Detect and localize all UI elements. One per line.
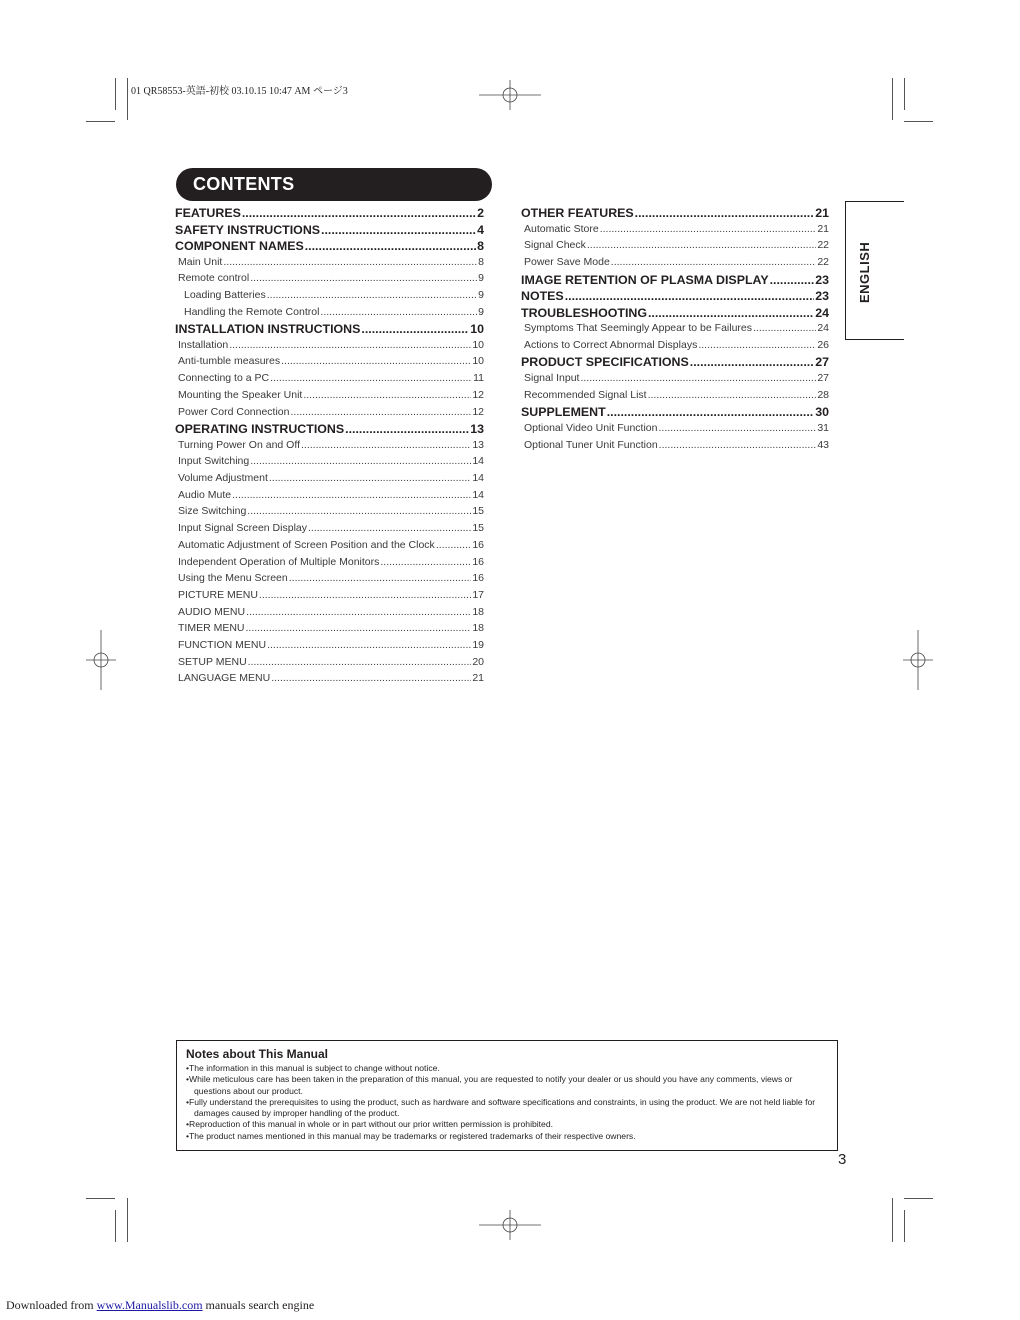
toc-entry-page: 9: [478, 305, 484, 318]
toc-entry-title: FEATURES: [175, 206, 241, 220]
toc-leader-dots: [690, 355, 814, 369]
toc-entry-title: PRODUCT SPECIFICATIONS: [521, 355, 689, 370]
toc-entry-page: 9: [478, 288, 484, 301]
toc-entry-title: Optional Video Unit Function: [524, 421, 658, 434]
crop-mark: [904, 1210, 905, 1242]
toc-entry-page: 21: [817, 222, 829, 235]
toc-entry-page: 30: [815, 405, 829, 420]
toc-entry-title: Actions to Correct Abnormal Displays: [524, 338, 698, 351]
toc-leader-dots: [648, 306, 814, 320]
toc-entry-page: 43: [817, 438, 829, 451]
toc-entry-page: 15: [472, 522, 484, 535]
toc-entry[interactable]: [175, 339, 484, 356]
toc-leader-dots: [658, 422, 816, 434]
toc-leader-dots: [321, 223, 476, 237]
toc-leader-dots: [301, 439, 471, 451]
crop-mark: [86, 121, 115, 122]
toc-leader-dots: [290, 406, 471, 418]
toc-leader-dots: [436, 539, 472, 551]
notes-item: • While meticulous care has been taken in the preparation of this manual, you are requested to notify your dealer or us should you have any comments, views or questions about our product.: [186, 1074, 828, 1097]
toc-entry-page: 13: [472, 438, 484, 451]
toc-entry[interactable]: [175, 389, 484, 406]
toc-entry-title: INSTALLATION INSTRUCTIONS: [175, 322, 361, 337]
toc-leader-dots: [246, 606, 471, 618]
toc-leader-dots: [250, 455, 471, 467]
toc-entry-page: 22: [817, 255, 829, 268]
toc-leader-dots: [269, 472, 471, 484]
toc-entry[interactable]: [175, 472, 484, 489]
print-slug: 01 QR58553-英語-初校 03.10.15 10:47 AM ページ3: [131, 86, 348, 97]
toc-leader-dots: [223, 256, 477, 268]
toc-entry-page: 14: [472, 488, 484, 501]
notes-item: • The product names mentioned in this manual may be trademarks or registered trademarks of their respective owners.: [186, 1131, 828, 1142]
toc-leader-dots: [580, 372, 816, 384]
toc-entry-title: Loading Batteries: [184, 288, 266, 301]
toc-entry-title: Symptoms That Seemingly Appear to be Failures: [524, 322, 753, 335]
crop-mark: [904, 78, 905, 110]
toc-entry-page: 23: [815, 272, 829, 287]
toc-entry[interactable]: [175, 455, 484, 472]
toc-entry[interactable]: [521, 206, 829, 223]
toc-entry[interactable]: [175, 206, 484, 223]
toc-entry-page: 9: [478, 272, 484, 285]
toc-entry-page: 16: [472, 555, 484, 568]
toc-entry-title: FUNCTION MENU: [178, 638, 267, 651]
toc-entry-page: 12: [472, 388, 484, 401]
toc-entry[interactable]: [175, 505, 484, 522]
toc-leader-dots: [267, 639, 471, 651]
manualslib-link[interactable]: www.Manualslib.com: [96, 1298, 203, 1312]
toc-entry[interactable]: [521, 256, 829, 273]
toc-entry-title: TROUBLESHOOTING: [521, 305, 647, 320]
toc-entry-page: 27: [815, 355, 829, 370]
registration-mark-icon: [86, 630, 116, 690]
toc-entry[interactable]: [175, 522, 484, 539]
crop-mark: [115, 78, 116, 110]
registration-mark-icon: [479, 80, 541, 110]
toc-entry[interactable]: [521, 306, 829, 323]
toc-leader-dots: [587, 239, 816, 251]
toc-entry-page: 15: [472, 505, 484, 518]
toc-leader-dots: [635, 206, 815, 220]
toc-entry[interactable]: [175, 223, 484, 240]
crop-mark: [115, 1210, 116, 1242]
toc-entry-title: Independent Operation of Multiple Monitors: [178, 555, 380, 568]
toc-entry-title: Using the Menu Screen: [178, 572, 288, 585]
notes-title: Notes about This Manual: [186, 1047, 329, 1061]
registration-mark-icon: [903, 630, 933, 690]
toc-entry-page: 10: [470, 322, 484, 337]
toc-entry-title: Anti-tumble measures: [178, 355, 281, 368]
toc-entry[interactable]: [175, 589, 484, 606]
toc-entry-title: NOTES: [521, 289, 564, 304]
toc-entry-page: 20: [472, 655, 484, 668]
toc-entry-page: 8: [477, 239, 484, 253]
toc-entry-page: 4: [477, 222, 484, 237]
toc-entry-page: 10: [472, 355, 484, 368]
toc-entry-title: Volume Adjustment: [178, 472, 268, 485]
toc-entry-title: Automatic Store: [524, 222, 599, 235]
footer-suffix: manuals search engine: [202, 1298, 315, 1312]
toc-leader-dots: [267, 289, 477, 301]
toc-entry[interactable]: [175, 639, 484, 656]
toc-entry-title: Input Signal Screen Display: [178, 522, 307, 535]
toc-leader-dots: [611, 256, 817, 268]
toc-entry-title: Audio Mute: [178, 488, 232, 501]
page-number: 3: [838, 1151, 847, 1168]
toc-entry-page: 19: [472, 638, 484, 651]
toc-entry[interactable]: [521, 405, 829, 422]
toc-entry[interactable]: [175, 306, 484, 323]
toc-leader-dots: [698, 339, 816, 351]
toc-entry[interactable]: [175, 355, 484, 372]
toc-entry-title: PICTURE MENU: [178, 588, 258, 601]
toc-right-column: [521, 206, 829, 455]
toc-entry[interactable]: [175, 322, 484, 339]
toc-entry[interactable]: [175, 656, 484, 673]
toc-entry-title: Connecting to a PC: [178, 372, 270, 385]
toc-leader-dots: [281, 355, 471, 367]
toc-entry[interactable]: [521, 273, 829, 290]
toc-entry-page: 11: [473, 372, 484, 385]
toc-entry[interactable]: [175, 272, 484, 289]
toc-entry-title: Mounting the Speaker Unit: [178, 388, 303, 401]
toc-entry[interactable]: [521, 223, 829, 240]
toc-leader-dots: [259, 589, 471, 601]
crop-mark: [892, 78, 893, 120]
crop-mark: [904, 1198, 933, 1199]
toc-leader-dots: [229, 339, 471, 351]
toc-entry-page: 13: [470, 422, 484, 437]
toc-leader-dots: [380, 556, 471, 568]
toc-entry-page: 21: [472, 672, 484, 685]
toc-entry-title: Power Save Mode: [524, 255, 610, 268]
toc-entry-title: SAFETY INSTRUCTIONS: [175, 222, 321, 237]
toc-entry-title: Automatic Adjustment of Screen Position and the Clock: [178, 538, 435, 551]
toc-entry[interactable]: [521, 289, 829, 306]
toc-leader-dots: [607, 405, 815, 419]
toc-entry[interactable]: [521, 239, 829, 256]
toc-entry-title: OTHER FEATURES: [521, 206, 634, 220]
notes-item: • The information in this manual is subject to change without notice.: [186, 1063, 828, 1074]
toc-entry[interactable]: [521, 389, 829, 406]
registration-mark-icon: [479, 1210, 541, 1240]
toc-entry-page: 21: [815, 206, 829, 220]
toc-leader-dots: [289, 572, 472, 584]
toc-entry[interactable]: [175, 572, 484, 589]
toc-entry[interactable]: [175, 622, 484, 639]
toc-entry-page: 14: [472, 472, 484, 485]
toc-entry-title: Handling the Remote Control: [184, 305, 320, 318]
notes-item: • Fully understand the prerequisites to using the product, such as hardware and software specifications and constraints, in using the product. We are not held liable for damages caused by improper handling of the product.: [186, 1097, 828, 1120]
toc-entry[interactable]: [521, 439, 829, 456]
toc-leader-dots: [320, 306, 477, 318]
toc-entry-title: OPERATING INSTRUCTIONS: [175, 422, 345, 437]
toc-entry-title: Main Unit: [178, 255, 223, 268]
toc-leader-dots: [565, 289, 815, 303]
toc-entry-page: 24: [817, 322, 829, 335]
toc-entry-title: LANGUAGE MENU: [178, 672, 271, 685]
toc-entry[interactable]: [175, 556, 484, 573]
notes-box: [176, 1040, 838, 1151]
toc-entry-title: Optional Tuner Unit Function: [524, 438, 658, 451]
toc-leader-dots: [232, 489, 471, 501]
toc-entry[interactable]: [175, 539, 484, 556]
language-tab-label: ENGLISH: [857, 241, 872, 303]
toc-entry-page: 16: [472, 572, 484, 585]
crop-mark: [892, 1198, 893, 1242]
toc-entry[interactable]: [521, 339, 829, 356]
page-title: CONTENTS: [193, 174, 295, 194]
toc-entry-page: 14: [472, 455, 484, 468]
toc-leader-dots: [345, 422, 469, 436]
download-footer: [6, 1298, 314, 1313]
toc-entry[interactable]: [175, 489, 484, 506]
toc-entry-page: 18: [472, 605, 484, 618]
toc-entry[interactable]: [175, 256, 484, 273]
notes-list: [186, 1063, 828, 1142]
toc-leader-dots: [271, 672, 471, 684]
toc-entry-title: Installation: [178, 338, 229, 351]
toc-leader-dots: [308, 522, 471, 534]
toc-entry-title: SUPPLEMENT: [521, 405, 606, 420]
toc-leader-dots: [248, 656, 472, 668]
toc-entry-title: Input Switching: [178, 455, 250, 468]
toc-entry-page: 10: [472, 338, 484, 351]
toc-entry[interactable]: [175, 406, 484, 423]
toc-leader-dots: [770, 273, 815, 287]
toc-entry[interactable]: [175, 372, 484, 389]
toc-entry-page: 22: [817, 239, 829, 252]
toc-leader-dots: [250, 272, 477, 284]
toc-entry[interactable]: [175, 672, 484, 689]
toc-leader-dots: [305, 239, 476, 253]
toc-entry-page: 27: [817, 371, 829, 384]
toc-entry-page: 31: [817, 421, 829, 434]
toc-left-column: [175, 206, 484, 689]
toc-entry-page: 18: [472, 622, 484, 635]
toc-entry-title: Remote control: [178, 272, 250, 285]
toc-leader-dots: [270, 372, 472, 384]
toc-entry[interactable]: [521, 422, 829, 439]
toc-leader-dots: [246, 622, 472, 634]
toc-entry-page: 26: [817, 338, 829, 351]
toc-entry-title: AUDIO MENU: [178, 605, 246, 618]
toc-entry-page: 28: [817, 388, 829, 401]
toc-entry-title: TIMER MENU: [178, 622, 245, 635]
toc-entry[interactable]: [521, 372, 829, 389]
toc-entry[interactable]: [521, 355, 829, 372]
toc-entry[interactable]: [521, 322, 829, 339]
toc-leader-dots: [303, 389, 471, 401]
toc-entry-page: 17: [472, 588, 484, 601]
toc-entry-title: Power Cord Connection: [178, 405, 290, 418]
toc-entry-page: 16: [472, 538, 484, 551]
toc-entry-title: Signal Check: [524, 239, 586, 252]
toc-entry-title: IMAGE RETENTION OF PLASMA DISPLAY: [521, 272, 769, 287]
language-tab: [845, 201, 904, 340]
toc-entry-page: 23: [815, 289, 829, 304]
toc-entry-title: Turning Power On and Off: [178, 438, 300, 451]
toc-entry-page: 24: [815, 305, 829, 320]
toc-entry[interactable]: [175, 439, 484, 456]
crop-mark: [127, 1198, 128, 1242]
toc-leader-dots: [648, 389, 817, 401]
toc-entry-title: Size Switching: [178, 505, 247, 518]
toc-leader-dots: [361, 322, 469, 336]
crop-mark: [127, 78, 128, 120]
toc-entry-page: 8: [478, 255, 484, 268]
toc-entry[interactable]: [175, 289, 484, 306]
toc-entry-page: 2: [477, 206, 484, 220]
toc-entry-page: 12: [472, 405, 484, 418]
crop-mark: [904, 121, 933, 122]
toc-entry-title: Recommended Signal List: [524, 388, 647, 401]
toc-entry[interactable]: [175, 422, 484, 439]
toc-entry-title: Signal Input: [524, 371, 580, 384]
toc-entry[interactable]: [175, 606, 484, 623]
toc-entry[interactable]: [175, 239, 484, 256]
toc-leader-dots: [247, 505, 471, 517]
toc-entry-title: COMPONENT NAMES: [175, 239, 304, 253]
notes-item: • Reproduction of this manual in whole or in part without our prior written permission is prohibited.: [186, 1119, 828, 1130]
toc-leader-dots: [659, 439, 817, 451]
toc-leader-dots: [242, 206, 476, 220]
toc-entry-title: SETUP MENU: [178, 655, 247, 668]
footer-prefix: Downloaded from: [6, 1298, 97, 1312]
toc-leader-dots: [753, 322, 816, 334]
crop-mark: [86, 1198, 115, 1199]
toc-leader-dots: [600, 223, 817, 235]
